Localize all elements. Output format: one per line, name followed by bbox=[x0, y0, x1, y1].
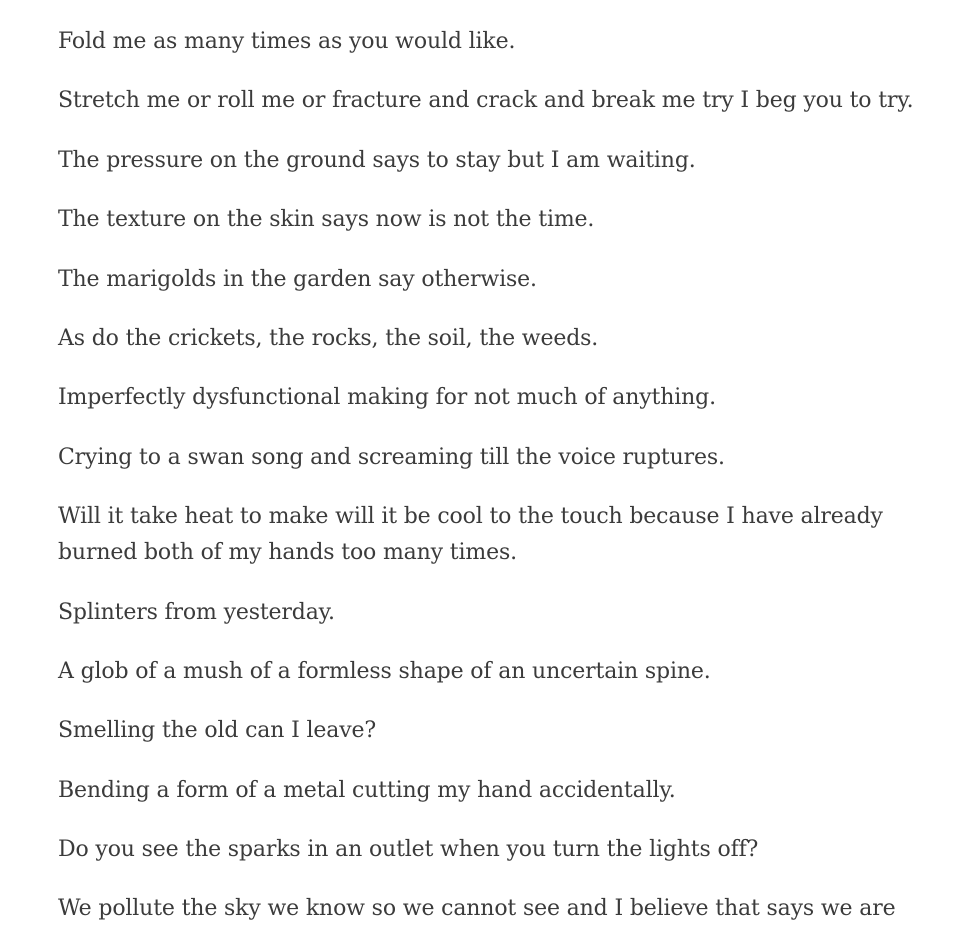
poem-line: Fold me as many times as you would like. bbox=[58, 29, 516, 54]
poem-line: The texture on the skin says now is not the time. bbox=[58, 207, 595, 233]
poem-line: Do you see the sparks in an outlet when you turn the lights off? bbox=[58, 837, 759, 863]
poem-line: A glob of a mush of a formless shape of an uncertain spine. bbox=[58, 658, 711, 684]
poem-line: Bending a form of a metal cutting my hand accidentally. bbox=[58, 777, 676, 803]
poem-line: Splinters from yesterday. bbox=[58, 599, 335, 625]
poem-line: The marigolds in the garden say otherwise. bbox=[58, 266, 537, 292]
poem-line: Will it take heat to make will it be cool to the touch because I have already burned both of my hands too many times. bbox=[58, 504, 883, 566]
poem-line: Stretch me or roll me or fracture and crack and break me try I beg you to try. bbox=[58, 88, 914, 114]
poem-body bbox=[58, 24, 918, 951]
poem-line: Imperfectly dysfunctional making for not much of anything. bbox=[58, 385, 716, 411]
poem-line: Smelling the old can I leave? bbox=[58, 718, 377, 744]
poem-line: As do the crickets, the rocks, the soil, the weeds. bbox=[58, 325, 599, 351]
poem-line: The pressure on the ground says to stay but I am waiting. bbox=[58, 147, 696, 173]
poem-line: We pollute the sky we know so we cannot see and I believe that says we are bbox=[58, 896, 896, 922]
poem-line: Crying to a swan song and screaming till the voice ruptures. bbox=[58, 444, 725, 470]
